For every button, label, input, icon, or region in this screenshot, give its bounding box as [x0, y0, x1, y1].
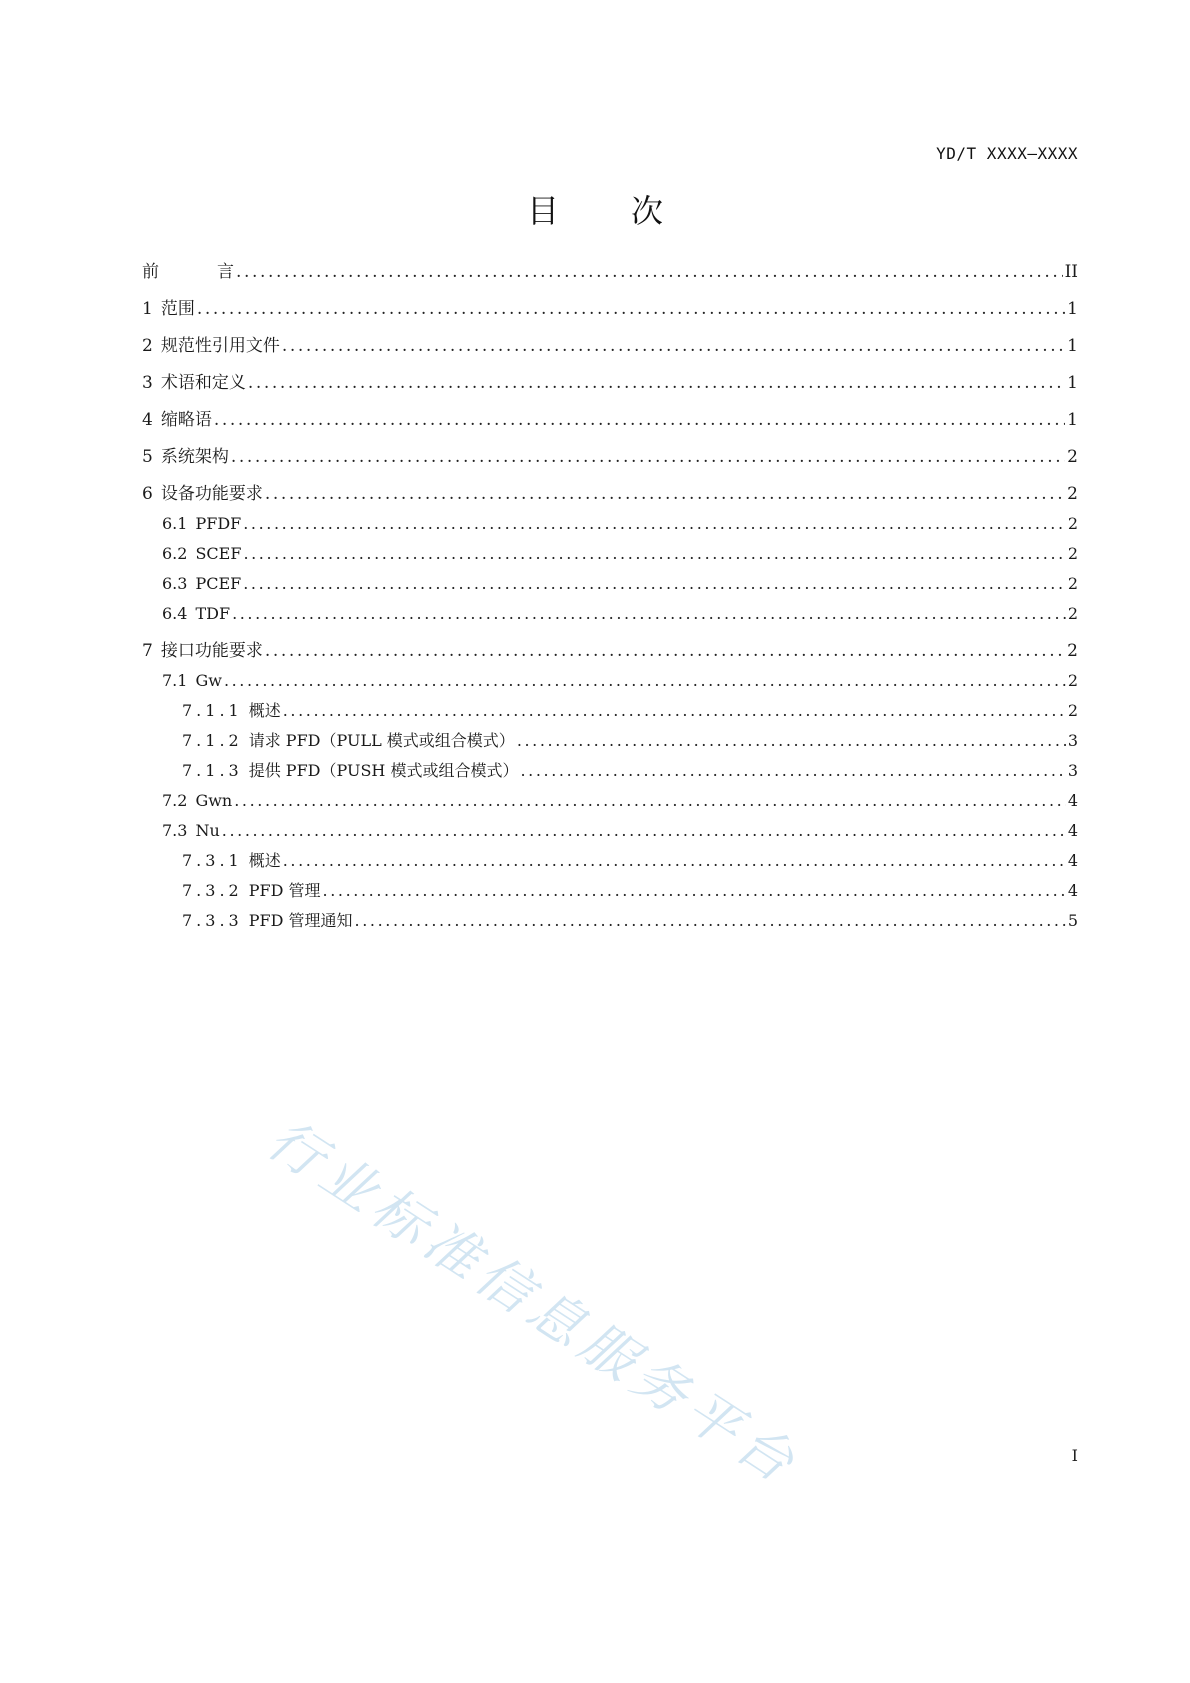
toc-entry-text: 范围: [160, 299, 195, 319]
toc-entry-6-1[interactable]: [142, 509, 1078, 535]
toc-entry-text: Nu: [195, 821, 220, 840]
toc-entry-number: 7.1: [162, 671, 188, 690]
toc-entry-text: 缩略语: [160, 410, 212, 430]
toc-entry-number: 7.1.2: [182, 731, 243, 750]
toc-entry-text: PFD 管理: [248, 881, 321, 900]
toc-entry-text: 提供 PFD（PUSH 模式或组合模式）: [248, 761, 519, 780]
toc-entry-text: 概述: [248, 851, 281, 870]
toc-entry-6-2[interactable]: [142, 539, 1078, 565]
toc-page-number: 3: [1067, 731, 1078, 750]
toc-entry-text: 规范性引用文件: [160, 336, 280, 356]
toc-entry-7-3[interactable]: [142, 816, 1078, 842]
toc-entry-number: 5: [142, 447, 153, 467]
toc-entry-7-1[interactable]: [142, 666, 1078, 692]
toc-entry-preface-char-1: 前: [142, 262, 159, 282]
leader-dots: [222, 820, 1066, 842]
toc-entry-text: 系统架构: [160, 447, 229, 467]
toc-page-number: 2: [1067, 447, 1078, 467]
toc-entry-text: PCEF: [195, 574, 242, 593]
leader-dots: [243, 513, 1066, 535]
toc-entry-text: 术语和定义: [160, 373, 246, 393]
toc-entry-preface[interactable]: [142, 257, 1078, 283]
toc-page-number: 2: [1067, 671, 1078, 690]
toc-entry-3[interactable]: [142, 368, 1078, 394]
toc-entry-5[interactable]: [142, 442, 1078, 468]
leader-dots: [243, 543, 1065, 565]
leader-dots: [517, 730, 1066, 752]
toc-page-number: 2: [1067, 604, 1078, 623]
toc-title-char-2: 次: [631, 192, 664, 230]
leader-dots: [323, 880, 1066, 902]
leader-dots: [214, 409, 1065, 431]
toc-entry-number: 7.1.3: [182, 761, 243, 780]
toc-entry-7-2[interactable]: [142, 786, 1078, 812]
toc-entry-text: Gwn: [195, 791, 233, 810]
document-code: YD/T XXXX—XXXX: [936, 144, 1078, 163]
page-number: I: [1071, 1446, 1078, 1465]
toc-entry-text: 设备功能要求: [160, 484, 263, 504]
toc-entry-text: SCEF: [195, 544, 242, 563]
toc-entry-number: 3: [142, 373, 153, 393]
toc-entry-text: TDF: [195, 604, 231, 623]
toc-entry-7-3-2[interactable]: [142, 876, 1078, 902]
leader-dots: [232, 603, 1066, 625]
leader-dots: [265, 483, 1065, 505]
leader-dots: [355, 910, 1066, 932]
toc-page-number: 1: [1067, 336, 1078, 356]
leader-dots: [520, 760, 1065, 782]
toc-entry-text: Gw: [195, 671, 222, 690]
toc-page-number: 2: [1067, 574, 1078, 593]
toc-entry-number: 7.1.1: [182, 701, 243, 720]
toc-page-number: 3: [1067, 761, 1078, 780]
toc-entry-number: 6: [142, 484, 153, 504]
toc-page-number: 4: [1067, 881, 1078, 900]
toc-entry-number: 7.3: [162, 821, 188, 840]
watermark: 行业标准信息服务平台: [256, 1107, 811, 1498]
toc-page-number: 1: [1067, 373, 1078, 393]
toc-entry-4[interactable]: [142, 405, 1078, 431]
toc-page-number: 1: [1067, 410, 1078, 430]
leader-dots: [283, 850, 1066, 872]
toc-entry-7-3-3[interactable]: [142, 906, 1078, 932]
toc-entry-7-1-3[interactable]: [142, 756, 1078, 782]
leader-dots: [283, 700, 1066, 722]
leader-dots: [248, 372, 1065, 394]
toc-entry-number: 7.3.2: [182, 881, 243, 900]
leader-dots: [243, 573, 1066, 595]
toc-entry-7[interactable]: [142, 636, 1078, 662]
toc-title: [0, 186, 1190, 232]
toc-entry-text: PFD 管理通知: [248, 911, 353, 930]
toc-entry-number: 4: [142, 410, 153, 430]
leader-dots: [224, 670, 1066, 692]
leader-dots: [231, 446, 1065, 468]
toc-page-number: 2: [1067, 544, 1078, 563]
toc-entry-text: 请求 PFD（PULL 模式或组合模式）: [248, 731, 515, 750]
toc-entry-number: 7: [142, 641, 153, 661]
toc-page-number: 2: [1067, 641, 1078, 661]
toc-entry-number: 6.3: [162, 574, 188, 593]
leader-dots: [282, 335, 1065, 357]
toc-entry-number: 6.4: [162, 604, 188, 623]
toc-page-number: 5: [1067, 911, 1078, 930]
toc-entry-number: 6.2: [162, 544, 188, 563]
toc-entry-number: 2: [142, 336, 153, 356]
toc-entry-6-4[interactable]: [142, 599, 1078, 625]
toc-entry-text: 接口功能要求: [160, 641, 263, 661]
toc-entry-7-1-2[interactable]: [142, 726, 1078, 752]
toc-entry-6-3[interactable]: [142, 569, 1078, 595]
toc-entry-text: PFDF: [195, 514, 242, 533]
toc-page-number: II: [1064, 262, 1078, 282]
leader-dots: [236, 261, 1063, 283]
toc-entry-text: 概述: [248, 701, 281, 720]
toc-entry-1[interactable]: [142, 294, 1078, 320]
toc-entry-7-1-1[interactable]: [142, 696, 1078, 722]
toc-entry-number: 7.3.3: [182, 911, 243, 930]
toc-page-number: 2: [1067, 701, 1078, 720]
toc-page-number: 2: [1067, 514, 1078, 533]
leader-dots: [197, 298, 1065, 320]
toc-page-number: 1: [1067, 299, 1078, 319]
toc-title-char-1: 目: [526, 192, 559, 230]
leader-dots: [265, 640, 1065, 662]
toc-entry-number: 1: [142, 299, 153, 319]
toc-page-number: 2: [1067, 484, 1078, 504]
toc-entry-number: 7.2: [162, 791, 188, 810]
toc-entry-6[interactable]: [142, 479, 1078, 505]
toc-entry-2[interactable]: [142, 331, 1078, 357]
toc-entry-7-3-1[interactable]: [142, 846, 1078, 872]
toc-page-number: 4: [1067, 791, 1078, 810]
toc-page-number: 4: [1067, 851, 1078, 870]
toc-entry-number: 6.1: [162, 514, 188, 533]
toc-entry-number: 7.3.1: [182, 851, 243, 870]
leader-dots: [234, 790, 1066, 812]
toc-page-number: 4: [1067, 821, 1078, 840]
toc-entry-preface-char-2: 言: [217, 262, 234, 282]
